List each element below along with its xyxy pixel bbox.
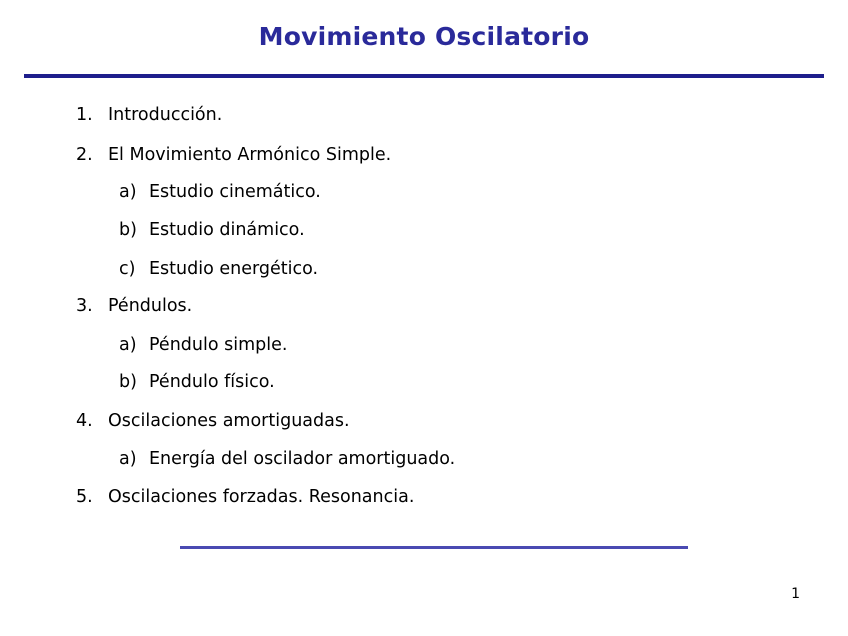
slide-title: Movimiento Oscilatorio [258, 22, 590, 51]
outline-item-text: Péndulo simple. [149, 335, 288, 355]
outline-item-text: Oscilaciones forzadas. Resonancia. [108, 487, 415, 507]
outline-item-text: Energía del oscilador amortiguado. [149, 449, 456, 469]
outline-item-marker: 5. [76, 487, 93, 507]
outline-item-text: Estudio cinemático. [149, 182, 321, 202]
footer-divider [180, 546, 688, 549]
outline-item-text: El Movimiento Armónico Simple. [108, 145, 392, 165]
outline-item-marker: a) [119, 182, 137, 202]
outline-item-text: Oscilaciones amortiguadas. [108, 411, 350, 431]
outline-item-marker: a) [119, 335, 137, 355]
outline-item-marker: 4. [76, 411, 93, 431]
outline-item-marker: a) [119, 449, 137, 469]
outline-item-marker: b) [119, 220, 137, 240]
outline-item-marker: c) [119, 259, 136, 279]
outline-item-marker: 2. [76, 145, 93, 165]
outline-item-text: Péndulo físico. [149, 372, 275, 392]
page-number: 1 [791, 586, 800, 602]
outline-item-text: Introducción. [108, 105, 223, 125]
outline-item-marker: b) [119, 372, 137, 392]
outline-item-marker: 1. [76, 105, 93, 125]
outline-item-text: Estudio energético. [149, 259, 319, 279]
outline-item-text: Péndulos. [108, 296, 193, 316]
outline-item-marker: 3. [76, 296, 93, 316]
outline-item-text: Estudio dinámico. [149, 220, 305, 240]
